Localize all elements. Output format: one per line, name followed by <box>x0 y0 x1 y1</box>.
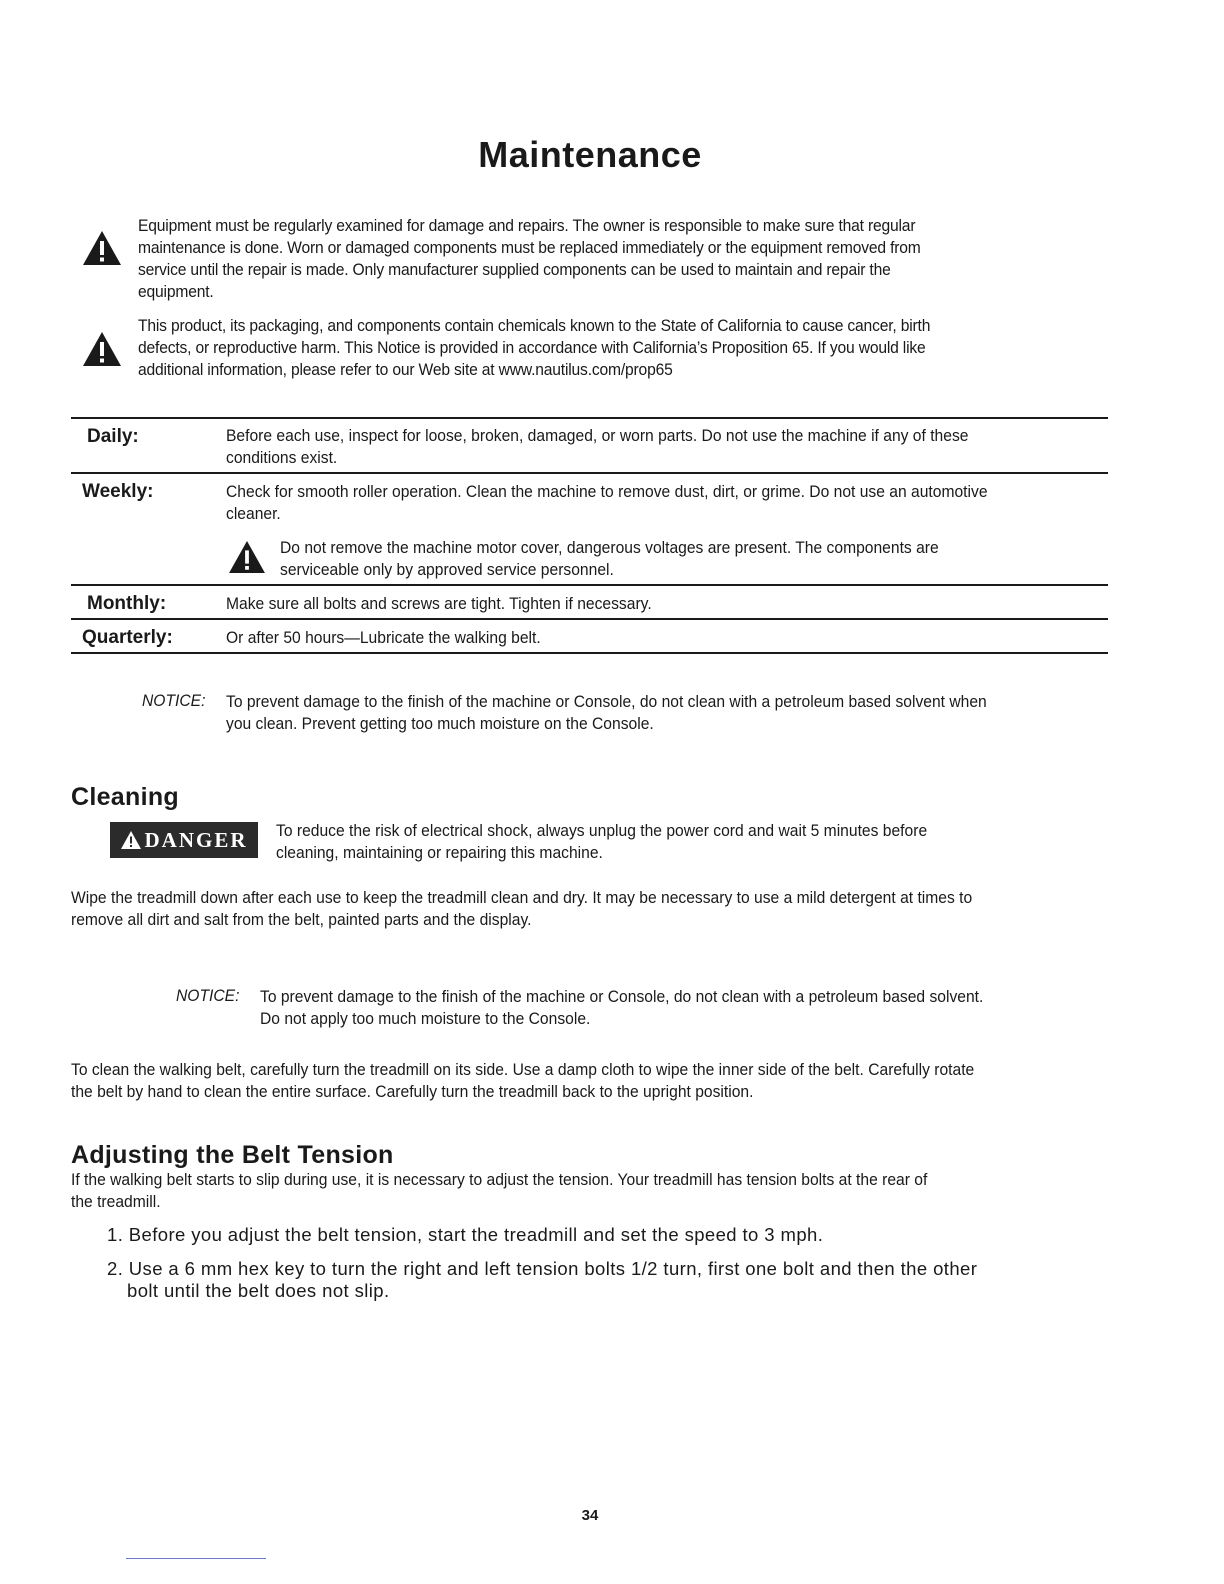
cleaning-paragraph: Wipe the treadmill down after each use to keep the treadmill clean and dry. It may be necessary to use a mild detergent at times to remove all dirt and salt from the belt, painted parts and the display. <box>71 888 973 929</box>
table-rule <box>71 417 1108 419</box>
schedule-text-quarterly: Or after 50 hours—Lubricate the walking belt. <box>226 628 541 647</box>
weekly-warning-text: Do not remove the machine motor cover, dangerous voltages are present. The components are serviceable only by approved service personnel. <box>280 538 939 579</box>
notice-label: NOTICE: <box>176 986 240 1005</box>
warning-prop65-text: This product, its packaging, and components contain chemicals known to the State of California to cause cancer, birth defects, or reproductive harm. This Notice is provided in accordance with California’s Proposition 65. If you would like additional information, please refer to our Web site at www.nautilus.com/prop65 <box>138 316 931 379</box>
notice-text: To prevent damage to the finish of the machine or Console, do not clean with a petroleum based solvent. Do not apply too much moisture to the Console. <box>260 987 984 1028</box>
schedule-label-daily: Daily: <box>87 426 139 447</box>
schedule-label-monthly: Monthly: <box>87 593 167 614</box>
danger-badge <box>110 822 258 858</box>
warning-triangle-icon <box>228 540 266 574</box>
cleaning-belt-paragraph: To clean the walking belt, carefully turn the treadmill on its side. Use a damp cloth to wipe the inner side of the belt. Carefully rotate the belt by hand to clean the entire surface. Carefully turn the treadmill back to the upright position. <box>71 1060 975 1101</box>
schedule-text-weekly: Check for smooth roller operation. Clean the machine to remove dust, dirt, or grime. Do not use an automotive cleaner. <box>226 482 988 523</box>
warning-equipment-text: Equipment must be regularly examined for damage and repairs. The owner is responsible to make sure that regular maintenance is done. Worn or damaged components must be replaced immediately or the equipment removed from service until the repair is made. Only manufacturer supplied components can be used to maintain and repair the equipment. <box>138 216 921 301</box>
warning-triangle-icon <box>82 331 122 367</box>
schedule-label-quarterly: Quarterly: <box>82 627 173 648</box>
danger-text: To reduce the risk of electrical shock, always unplug the power cord and wait 5 minutes before cleaning, maintaining or repairing this machine. <box>276 821 928 862</box>
table-rule <box>71 472 1108 474</box>
list-item: 2. Use a 6 mm hex key to turn the right and left tension bolts 1/2 turn, first one bolt and then the other bolt until the belt does not slip. <box>107 1258 978 1301</box>
belt-tension-intro: If the walking belt starts to slip during use, it is necessary to adjust the tension. Your treadmill has tension bolts at the rear of the treadmill. <box>71 1170 928 1211</box>
table-rule <box>71 584 1108 586</box>
table-rule <box>71 652 1108 654</box>
danger-label: DANGER <box>144 827 248 852</box>
page-number: 34 <box>581 1507 599 1524</box>
notice-text: To prevent damage to the finish of the machine or Console, do not clean with a petroleum based solvent when you clean. Prevent getting too much moisture on the Console. <box>226 692 987 733</box>
page-title: Maintenance <box>478 134 702 175</box>
notice-label: NOTICE: <box>142 691 206 710</box>
list-item: 1. Before you adjust the belt tension, start the treadmill and set the speed to 3 mph. <box>107 1224 824 1245</box>
schedule-text-daily: Before each use, inspect for loose, broken, damaged, or worn parts. Do not use the machine if any of these conditions exist. <box>226 426 969 467</box>
schedule-text-monthly: Make sure all bolts and screws are tight. Tighten if necessary. <box>226 594 652 613</box>
schedule-label-weekly: Weekly: <box>82 481 154 502</box>
danger-triangle-icon <box>120 830 142 850</box>
footer-rule <box>126 1558 266 1559</box>
warning-triangle-icon <box>82 230 122 266</box>
belt-tension-heading: Adjusting the Belt Tension <box>71 1141 394 1169</box>
table-rule <box>71 618 1108 620</box>
cleaning-heading: Cleaning <box>71 783 179 811</box>
